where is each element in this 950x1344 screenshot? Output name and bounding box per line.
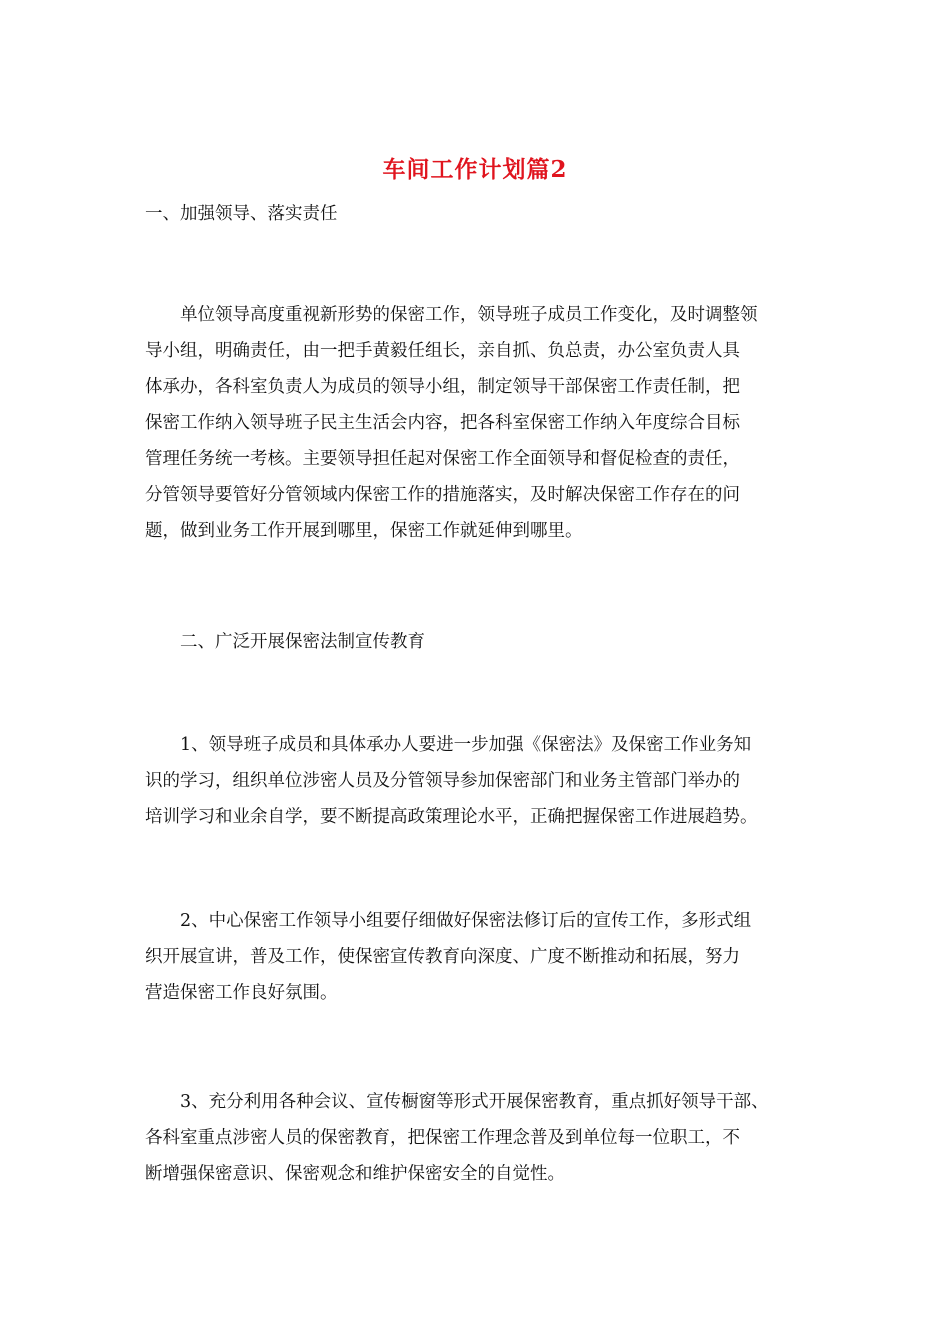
paragraph-line: 导小组，明确责任，由一把手黄毅任组长，亲自抓、负总责，办公室负责人具 (145, 341, 740, 361)
paragraph-line: 分管领导要管好分管领域内保密工作的措施落实，及时解决保密工作存在的问 (145, 485, 740, 505)
paragraph-line: 保密工作纳入领导班子民主生活会内容，把各科室保密工作纳入年度综合目标 (145, 413, 740, 433)
section-heading-2: 二、广泛开展保密法制宣传教育 (180, 632, 425, 652)
paragraph-line: 培训学习和业余自学，要不断提高政策理论水平，正确把握保密工作进展趋势。 (145, 807, 758, 827)
paragraph-line: 管理任务统一考核。主要领导担任起对保密工作全面领导和督促检查的责任， (145, 449, 740, 469)
paragraph-line: 识的学习，组织单位涉密人员及分管领导参加保密部门和业务主管部门举办的 (145, 771, 740, 791)
list-item-1 (145, 727, 805, 835)
document-title: 车间工作计划篇2 (382, 156, 568, 183)
paragraph-line: 各科室重点涉密人员的保密教育，把保密工作理念普及到单位每一位职工，不 (145, 1128, 740, 1148)
paragraph-1 (145, 297, 805, 549)
paragraph-line: 织开展宣讲，普及工作，使保密宣传教育向深度、广度不断推动和拓展，努力 (145, 947, 740, 967)
paragraph-line: 3、充分利用各种会议、宣传橱窗等形式开展保密教育，重点抓好领导干部、 (180, 1092, 769, 1112)
paragraph-line: 体承办，各科室负责人为成员的领导小组，制定领导干部保密工作责任制，把 (145, 377, 740, 397)
paragraph-line: 1、领导班子成员和具体承办人要进一步加强《保密法》及保密工作业务知 (180, 735, 752, 755)
paragraph-line: 单位领导高度重视新形势的保密工作，领导班子成员工作变化，及时调整领 (180, 305, 758, 325)
list-item-2 (145, 903, 805, 1011)
paragraph-line: 营造保密工作良好氛围。 (145, 983, 338, 1003)
section-heading-1: 一、加强领导、落实责任 (145, 204, 338, 224)
list-item-3 (145, 1084, 805, 1192)
paragraph-line: 断增强保密意识、保密观念和维护保密安全的自觉性。 (145, 1164, 565, 1184)
paragraph-line: 2、中心保密工作领导小组要仔细做好保密法修订后的宣传工作，多形式组 (180, 911, 752, 931)
paragraph-line: 题，做到业务工作开展到哪里，保密工作就延伸到哪里。 (145, 521, 583, 541)
